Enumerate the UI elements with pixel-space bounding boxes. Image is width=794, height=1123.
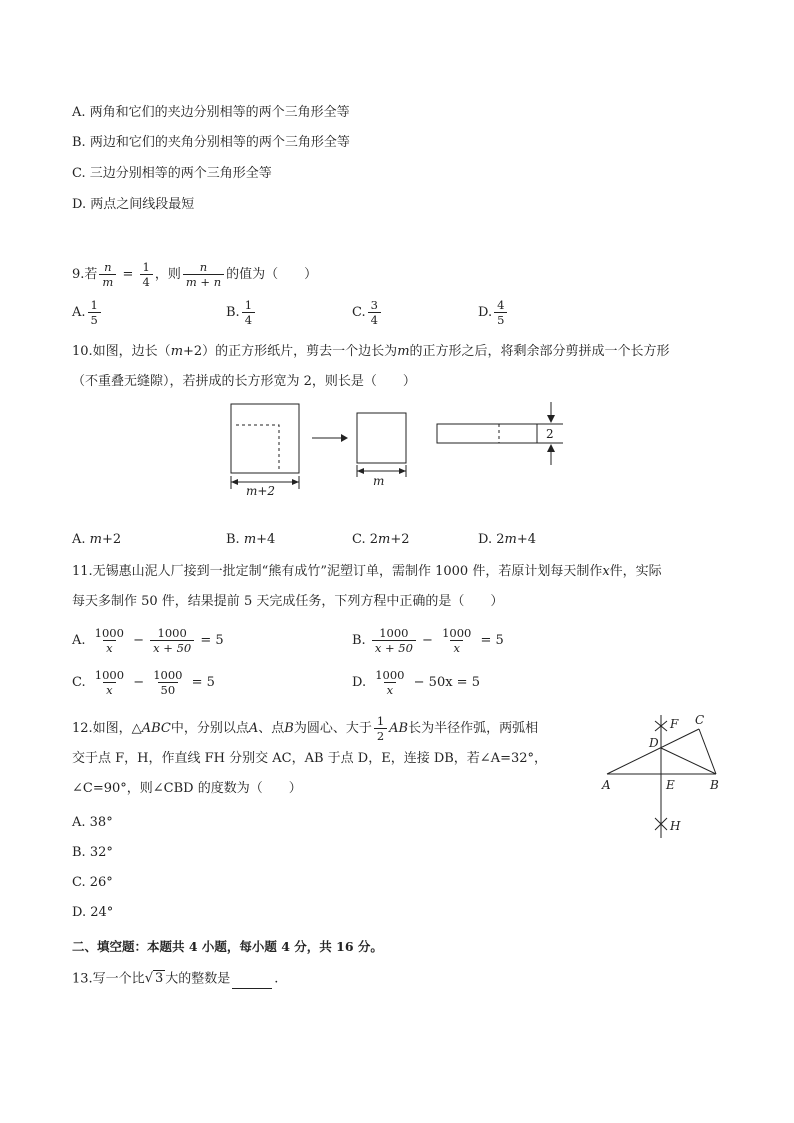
q8-option-d: D. 两点之间线段最短 [72, 197, 195, 212]
q11-option-a: A. $\frac{1000}{x}$ − $\frac{1000}{x + 50}$ = 5 [72, 626, 224, 655]
q9-option-a: A. $\frac{1}{5}$ [72, 298, 103, 327]
q9-option-b: B. $\frac{1}{4}$ [226, 298, 257, 327]
q8-option-a: A. 两角和它们的夹边分别相等的两个三角形全等 [72, 105, 350, 120]
label-F: F [670, 717, 679, 731]
q10-option-b: B. m+4 [226, 532, 276, 547]
q10-stem-line1: 10.如图，边长（m+2）的正方形纸片，剪去一个边长为m的正方形之后，将剩余部分剪拼成一个长方形 [72, 344, 670, 359]
q8-option-b: B. 两边和它们的夹角分别相等的两个三角形全等 [72, 135, 350, 150]
q11-option-d: D. $\frac{1000}{x}$ − 50x = 5 [352, 668, 480, 697]
label-E: E [666, 778, 675, 792]
q13-stem: 13.写一个比 √ 3 大的整数是 . [72, 971, 279, 987]
q11-option-c: C. $\frac{1000}{x}$ − $\frac{1000}{50}$ = 5 [72, 668, 215, 697]
q9-option-c: C. $\frac{3}{4}$ [352, 298, 383, 327]
section-2-heading: 二、填空题：本题共 4 小题，每小题 4 分，共 16 分。 [72, 939, 383, 954]
q12-option-c: C. 26° [72, 875, 113, 890]
q11-stem-line2: 每天多制作 50 件，结果提前 5 天完成任务，下列方程中正确的是（ ） [72, 594, 504, 609]
q12-stem-line2: 交于点 F，H，作直线 FH 分别交 AC，AB 于点 D，E，连接 DB，若∠A=32°， [72, 751, 548, 766]
q12-stem-line1: 12.如图，△ABC中，分别以点A、点B为圆心、大于 $\frac{1}{2}$ AB长为半径作弧，两弧相 [72, 714, 539, 743]
q10-stem-line2: （不重叠无缝隙），若拼成的长方形宽为 2，则长是（ ） [72, 374, 416, 389]
q9-option-d: D. $\frac{4}{5}$ [478, 298, 509, 327]
q10-option-d: D. 2m+4 [478, 532, 537, 547]
q11-option-b: B. $\frac{1000}{x + 50}$ − $\frac{1000}{x}$ = 5 [352, 626, 504, 655]
q11-stem-line1: 11.无锡惠山泥人厂接到一批定制“熊有成竹”泥塑订单，需制作 1000 件，若原计划每天制作x件，实际 [72, 564, 662, 579]
label-D: D [649, 736, 659, 750]
q12-stem-line3: ∠C=90°，则∠CBD 的度数为（ ） [72, 781, 302, 796]
q9-stem: 9.若 $\frac{n}{m}$ = $\frac{1}{4}$ ，则 $\frac{n}{m + n}$ 的值为（ ） [72, 260, 318, 289]
label-C: C [695, 713, 705, 727]
label-A: A [602, 778, 611, 792]
label-m-plus-2: m+2 [246, 484, 276, 498]
q12-option-b: B. 32° [72, 845, 113, 860]
q12-option-d: D. 24° [72, 905, 114, 920]
label-width-2: 2 [546, 427, 554, 441]
q10-option-a: A. m+2 [72, 532, 122, 547]
q8-option-c: C. 三边分别相等的两个三角形全等 [72, 166, 272, 181]
answer-blank[interactable] [232, 974, 272, 989]
label-m: m [373, 474, 385, 488]
q12-option-a: A. 38° [72, 815, 113, 830]
label-H: H [670, 819, 681, 833]
label-B: B [710, 778, 719, 792]
q10-option-c: C. 2m+2 [352, 532, 410, 547]
